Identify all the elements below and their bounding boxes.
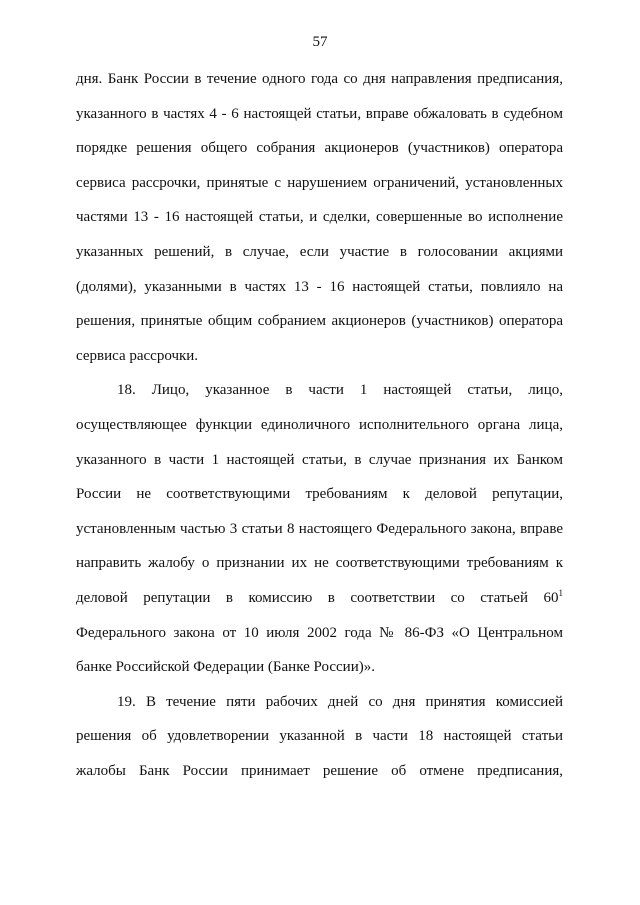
text-line: жалобы Банк России принимает решение об отмене предписания, [76, 762, 563, 779]
text-line-content: деловой репутации в комиссию в соответствии со статьей 60 [76, 589, 559, 606]
text-line: осуществляющее функции единоличного исполнительного органа лица, [76, 416, 563, 433]
paragraph-19-first-line: 19. В течение пяти рабочих дней со дня принятия комиссией [117, 693, 563, 710]
text-line: банке Российской Федерации (Банке России)». [76, 659, 375, 676]
text-line: указанных решений, в случае, если участие в голосовании акциями [76, 243, 563, 260]
text-line: решения об удовлетворении указанной в части 18 настоящей статьи [76, 728, 563, 745]
text-line: частями 13 - 16 настоящей статьи, и сделки, совершенные во исполнение [76, 209, 563, 226]
text-line: (долями), указанными в частях 13 - 16 настоящей статьи, повлияло на [76, 278, 563, 295]
paragraph-18-first-line: 18. Лицо, указанное в части 1 настоящей статьи, лицо, [117, 382, 563, 399]
text-line: Федерального закона от 10 июля 2002 года № 86-ФЗ «О Центральном [76, 624, 563, 641]
text-line: указанного в части 1 настоящей статьи, в случае признания их Банком [76, 451, 563, 468]
text-line: порядке решения общего собрания акционеров (участников) оператора [76, 140, 563, 157]
text-line: направить жалобу о признании их не соответствующими требованиям к [76, 555, 563, 572]
text-line: России не соответствующими требованиям к деловой репутации, [76, 486, 563, 503]
text-line: сервиса рассрочки, принятые с нарушением ограничений, установленных [76, 174, 563, 191]
text-line: указанного в частях 4 - 6 настоящей статьи, вправе обжаловать в судебном [76, 105, 563, 122]
text-line: решения, принятые общим собранием акционеров (участников) оператора [76, 313, 563, 330]
page-number: 57 [312, 34, 328, 50]
text-line-with-footnote [76, 581, 563, 616]
document-body [76, 62, 563, 788]
text-line: сервиса рассрочки. [76, 347, 199, 364]
text-line: установленным частью 3 статьи 8 настоящего Федерального закона, вправе [76, 520, 563, 537]
text-line: дня. Банк России в течение одного года со дня направления предписания, [76, 71, 563, 87]
footnote-superscript: 1 [558, 587, 563, 598]
